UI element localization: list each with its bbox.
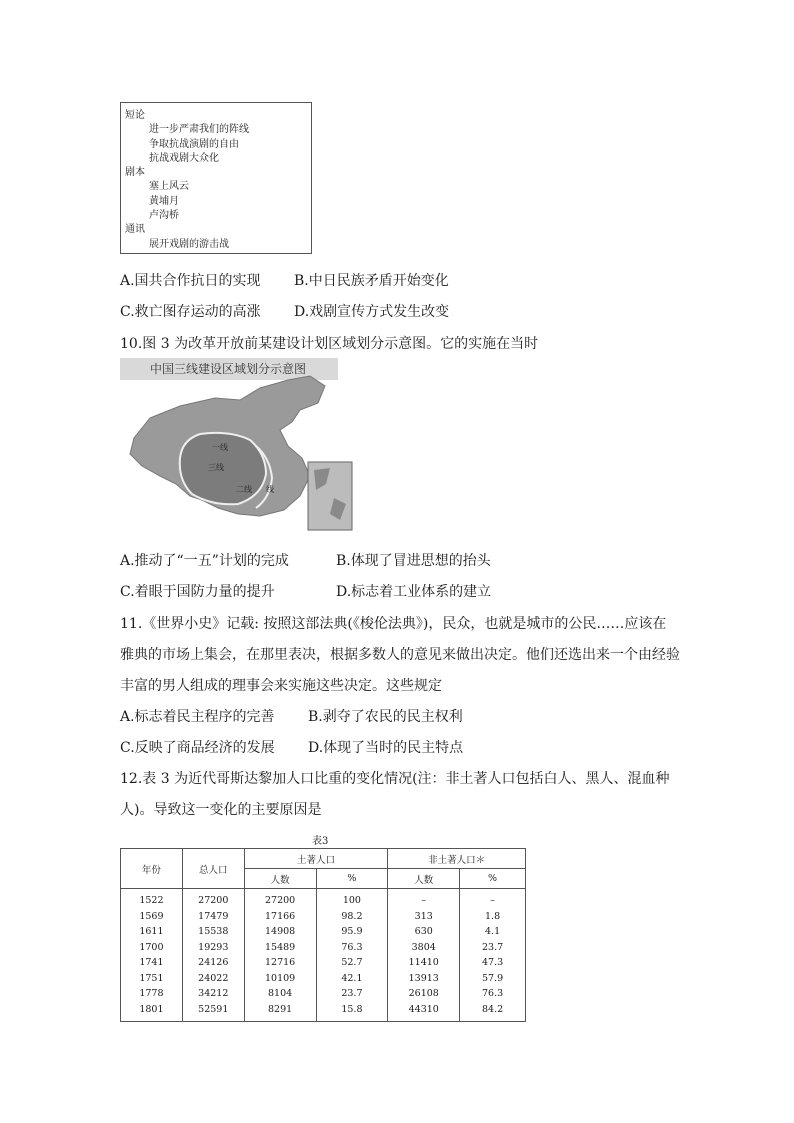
cell: 15538 [182,924,244,940]
cell: 24126 [182,955,244,971]
cell: – [388,889,460,909]
q10-option-d: D.标志着工业体系的建立 [336,584,492,600]
china-map-figure [120,358,358,538]
cell: 76.3 [460,986,526,1002]
table-row [121,971,526,987]
population-table [120,848,526,1022]
cell: 1801 [121,1002,183,1022]
cell: 1700 [121,940,183,956]
cell: 23.7 [316,986,388,1002]
table-row [121,889,526,909]
label-yixian: 一线 [212,443,228,452]
q10-option-c: C.着眼于国防力量的提升 [120,584,275,600]
cell: 14908 [244,924,316,940]
cell: – [460,889,526,909]
header-nonnative-count: 人数 [388,869,460,889]
cell: 1778 [121,986,183,1002]
box-item: 展开戏剧的游击战 [149,238,229,250]
cell: 3804 [388,940,460,956]
q11-line-1: 11.《世界小史》记载: 按照这部法典(《梭伦法典》)，民众，也就是城市的公民……应该在 [120,616,667,632]
cell: 52591 [182,1002,244,1022]
cell: 52.7 [316,955,388,971]
label-erxian: 二线 [236,485,252,494]
cell: 76.3 [316,940,388,956]
label-sanxian: 三线 [208,463,224,472]
cell: 27200 [182,889,244,909]
q9-option-c: C.救亡图存运动的高涨 [120,304,261,320]
q9-option-a: A.国共合作抗日的实现 [120,273,261,289]
header-nonnative: 非土著人口＊ [388,849,526,869]
table-row [121,940,526,956]
cell: 1522 [121,889,183,909]
cell: 23.7 [460,940,526,956]
box-item: 抗战戏剧大众化 [149,152,219,164]
q9-option-b: B.中日民族矛盾开始变化 [294,273,449,289]
cell: 12716 [244,955,316,971]
cell: 98.2 [316,909,388,925]
q11-line-2: 雅典的市场上集会，在那里表决，根据多数人的意见来做出决定。他们还选出来一个由经验 [120,647,680,663]
q12-line-2: 人)。导致这一变化的主要原因是 [120,802,322,818]
cell: 17166 [244,909,316,925]
cell: 15.8 [316,1002,388,1022]
cell: 100 [316,889,388,909]
cell: 15489 [244,940,316,956]
cell: 24022 [182,971,244,987]
table-row [121,924,526,940]
header-native-pct: % [316,869,388,889]
cell: 17479 [182,909,244,925]
q12-line-1: 12.表 3 为近代哥斯达黎加人口比重的变化情况(注：非土著人口包括白人、黑人、混血种 [120,771,670,787]
header-year: 年份 [121,849,183,889]
cell: 42.1 [316,971,388,987]
cell: 19293 [182,940,244,956]
cell: 1569 [121,909,183,925]
cell: 10109 [244,971,316,987]
box-heading-report: 通讯 [125,224,145,236]
q11-option-b: B.剥夺了农民的民主权利 [308,709,463,725]
q9-option-d: D.戏剧宣传方式发生改变 [294,304,450,320]
table-row [121,955,526,971]
cell: 11410 [388,955,460,971]
cell: 44310 [388,1002,460,1022]
header-total: 总人口 [182,849,244,889]
header-native-count: 人数 [244,869,316,889]
header-native: 土著人口 [244,849,388,869]
q10-option-b: B.体现了冒进思想的抬头 [336,553,491,569]
box-heading-short-essay: 短论 [125,110,145,121]
box-item: 进一步严肃我们的阵线 [149,124,249,136]
cell: 4.1 [460,924,526,940]
map-graphic [120,358,358,538]
box-item: 卢沟桥 [149,210,179,222]
table-row [121,1002,526,1022]
cell: 13913 [388,971,460,987]
cell: 57.9 [460,971,526,987]
cell: 1741 [121,955,183,971]
q11-line-3: 丰富的男人组成的理事会来实施这些决定。这些规定 [120,678,442,694]
q11-option-a: A.标志着民主程序的完善 [120,709,275,725]
cell: 1.8 [460,909,526,925]
table-title: 表3 [312,836,329,847]
cell: 313 [388,909,460,925]
q10-stem: 10.图 3 为改革开放前某建设计划区域划分示意图。它的实施在当时 [120,336,539,352]
label-xian: 线 [266,485,274,494]
header-nonnative-pct: % [460,869,526,889]
table-row [121,909,526,925]
q11-option-c: C.反映了商品经济的发展 [120,740,275,756]
cell: 8291 [244,1002,316,1022]
box-item: 争取抗战演剧的自由 [149,138,239,150]
box-item: 塞上风云 [149,181,189,193]
cell: 26108 [388,986,460,1002]
material-box [120,102,312,254]
q11-option-d: D.体现了当时的民主特点 [308,740,464,756]
box-heading-script: 剧本 [125,167,145,179]
table-row [121,986,526,1002]
cell: 34212 [182,986,244,1002]
cell: 95.9 [316,924,388,940]
box-item: 黄埔月 [149,195,179,207]
cell: 84.2 [460,1002,526,1022]
cell: 8104 [244,986,316,1002]
cell: 27200 [244,889,316,909]
cell: 1611 [121,924,183,940]
cell: 1751 [121,971,183,987]
cell: 630 [388,924,460,940]
q10-option-a: A.推动了“一五”计划的完成 [120,553,289,569]
map-title: 中国三线建设区域划分示意图 [150,362,307,376]
cell: 47.3 [460,955,526,971]
